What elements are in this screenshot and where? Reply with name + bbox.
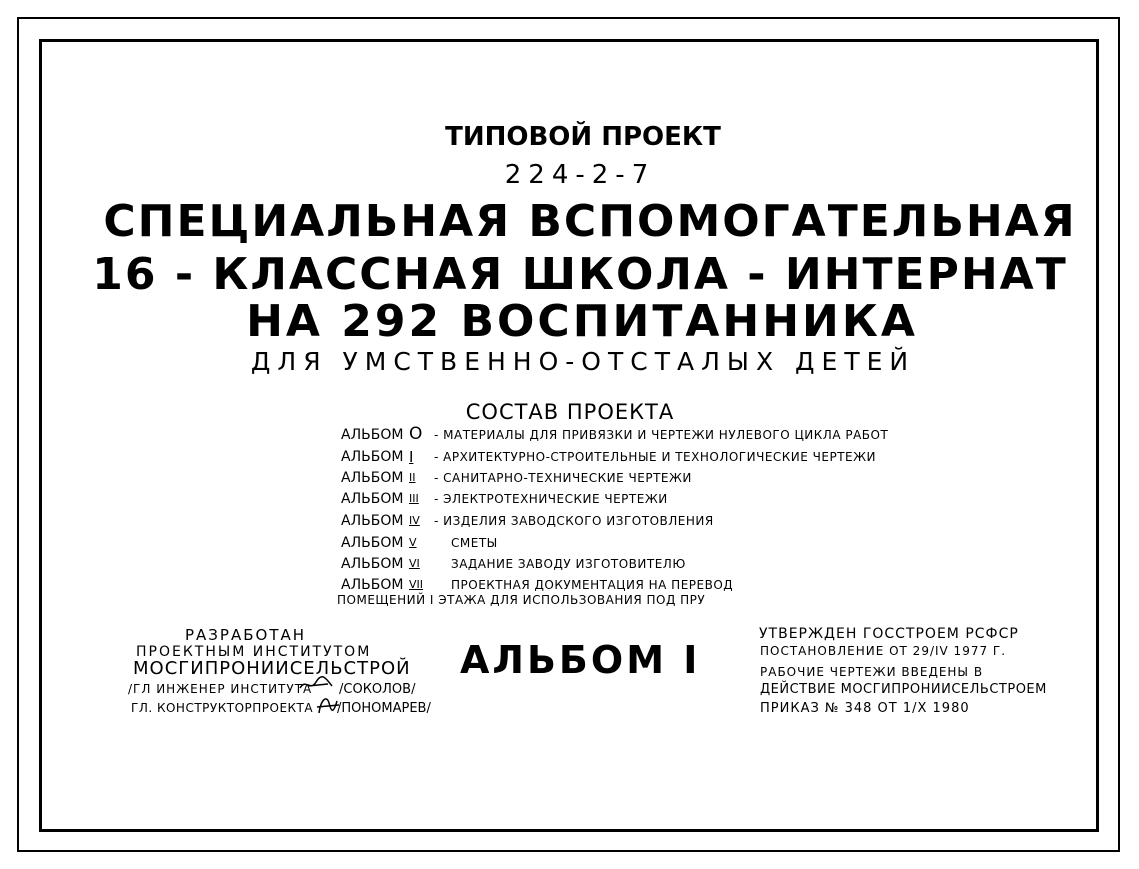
album-word: АЛЬБОМ: [341, 449, 404, 465]
composition-last-line: ПОМЕЩЕНИЙ I ЭТАЖА ДЛЯ ИСПОЛЬЗОВАНИЯ ПОД ПРУ: [337, 593, 706, 607]
chief-engineer-name: /СОКОЛОВ/: [339, 682, 416, 697]
signature-engineer: [298, 674, 338, 694]
album-word: АЛЬБОМ: [341, 491, 404, 507]
album-title: АЛЬБОМ I: [460, 638, 701, 682]
chief-designer-title: ГЛ. КОНСТРУКТОРПРОЕКТА: [131, 701, 314, 715]
project-type-label: ТИПОВОЙ ПРОЕКТ: [445, 122, 721, 152]
approved-line-4: ДЕЙСТВИЕ МОСГИПРОНИИСЕЛЬСТРОЕМ: [760, 682, 1047, 697]
project-code: 224-2-7: [504, 160, 656, 190]
album-word: АЛЬБОМ: [341, 535, 404, 551]
title-line-2: 16 - КЛАССНАЯ ШКОЛА - ИНТЕРНАТ: [92, 249, 1068, 300]
album-number: VII: [409, 578, 424, 591]
developed-institute: МОСГИПРОНИИСЕЛЬСТРОЙ: [133, 658, 411, 679]
title-line-1: СПЕЦИАЛЬНАЯ ВСПОМОГАТЕЛЬНАЯ: [103, 196, 1077, 247]
composition-heading: СОСТАВ ПРОЕКТА: [465, 400, 675, 424]
album-number: II: [409, 471, 416, 484]
subtitle: ДЛЯ УМСТВЕННО-ОТСТАЛЫХ ДЕТЕЙ: [250, 347, 916, 376]
developed-line: ПРОЕКТНЫМ ИНСТИТУТОМ: [136, 644, 372, 660]
album-word: АЛЬБОМ: [341, 577, 404, 593]
album-description: - ИЗДЕЛИЯ ЗАВОДСКОГО ИЗГОТОВЛЕНИЯ: [434, 514, 714, 528]
album-number: V: [409, 536, 417, 549]
signature-designer: [315, 693, 341, 717]
chief-engineer-title: /ГЛ ИНЖЕНЕР ИНСТИТУТА: [128, 682, 313, 696]
album-description: - МАТЕРИАЛЫ ДЛЯ ПРИВЯЗКИ И ЧЕРТЕЖИ НУЛЕВОГО ЦИКЛА РАБОТ: [434, 428, 889, 442]
album-description: СМЕТЫ: [451, 536, 498, 550]
album-description: - ЭЛЕКТРОТЕХНИЧЕСКИЕ ЧЕРТЕЖИ: [434, 492, 668, 506]
developed-label: РАЗРАБОТАН: [185, 626, 307, 644]
album-description: - САНИТАРНО-ТЕХНИЧЕСКИЕ ЧЕРТЕЖИ: [434, 471, 692, 485]
album-word: АЛЬБОМ: [341, 470, 404, 486]
title-line-3: НА 292 ВОСПИТАННИКА: [246, 296, 918, 347]
album-number: О: [409, 424, 423, 444]
approved-line-3: РАБОЧИЕ ЧЕРТЕЖИ ВВЕДЕНЫ В: [760, 665, 984, 679]
approved-line-1: УТВЕРЖДЕН ГОССТРОЕМ РСФСР: [759, 626, 1019, 642]
album-number: IV: [409, 514, 420, 527]
album-description: - АРХИТЕКТУРНО-СТРОИТЕЛЬНЫЕ И ТЕХНОЛОГИЧЕСКИЕ ЧЕРТЕЖИ: [434, 450, 877, 464]
album-number: I: [409, 448, 414, 466]
album-word: АЛЬБОМ: [341, 427, 404, 443]
album-number: VI: [409, 557, 420, 570]
approved-line-2: ПОСТАНОВЛЕНИЕ ОТ 29/IV 1977 Г.: [760, 644, 1007, 658]
album-word: АЛЬБОМ: [341, 556, 404, 572]
album-word: АЛЬБОМ: [341, 513, 404, 529]
album-description: ПРОЕКТНАЯ ДОКУМЕНТАЦИЯ НА ПЕРЕВОД: [451, 578, 734, 592]
approved-line-5: ПРИКАЗ № 348 ОТ 1/X 1980: [760, 701, 970, 716]
chief-designer-name: /ПОНОМАРЕВ/: [337, 701, 431, 716]
album-description: ЗАДАНИЕ ЗАВОДУ ИЗГОТОВИТЕЛЮ: [451, 557, 686, 571]
album-number: III: [409, 492, 419, 505]
